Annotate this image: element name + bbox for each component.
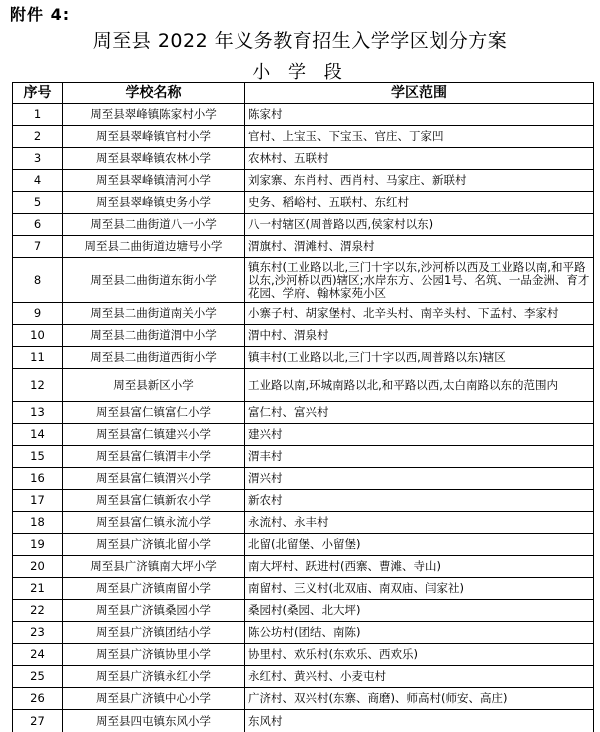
row-district-area: 镇东村(工业路以北,三门十字以东,沙河桥以西及工业路以南,和平路以东,沙河桥以西)辖区;水岸东方、公园1号、名筑、一品金洲、育才花园、学府、翰林家苑小区 bbox=[245, 258, 594, 303]
table-row bbox=[13, 534, 594, 556]
row-number: 20 bbox=[13, 556, 63, 578]
row-number: 1 bbox=[13, 104, 63, 126]
row-district-area: 刘家寨、东肖村、西肖村、马家庄、新联村 bbox=[245, 170, 594, 192]
row-number: 10 bbox=[13, 325, 63, 347]
row-school-name: 周至县富仁镇新农小学 bbox=[63, 490, 245, 512]
row-school-name: 周至县富仁镇建兴小学 bbox=[63, 424, 245, 446]
row-district-area: 陈公坊村(团结、南陈) bbox=[245, 622, 594, 644]
row-school-name: 周至县广济镇中心小学 bbox=[63, 688, 245, 710]
row-district-area: 东风村 bbox=[245, 710, 594, 732]
row-number: 4 bbox=[13, 170, 63, 192]
row-number: 25 bbox=[13, 666, 63, 688]
table-row bbox=[13, 446, 594, 468]
row-school-name: 周至县广济镇协里小学 bbox=[63, 644, 245, 666]
row-school-name: 周至县富仁镇渭丰小学 bbox=[63, 446, 245, 468]
row-school-name: 周至县二曲街道八一小学 bbox=[63, 214, 245, 236]
row-school-name: 周至县二曲街道边塘号小学 bbox=[63, 236, 245, 258]
table-row bbox=[13, 126, 594, 148]
table-row bbox=[13, 556, 594, 578]
row-number: 26 bbox=[13, 688, 63, 710]
table-row bbox=[13, 512, 594, 534]
row-school-name: 周至县翠峰镇史务小学 bbox=[63, 192, 245, 214]
table-row bbox=[13, 347, 594, 369]
row-number: 27 bbox=[13, 710, 63, 732]
row-school-name: 周至县广济镇永红小学 bbox=[63, 666, 245, 688]
table-row bbox=[13, 688, 594, 710]
row-district-area: 史务、稻峪村、五联村、东红村 bbox=[245, 192, 594, 214]
row-number: 11 bbox=[13, 347, 63, 369]
table-row bbox=[13, 369, 594, 402]
row-school-name: 周至县二曲街道东街小学 bbox=[63, 258, 245, 303]
row-district-area: 陈家村 bbox=[245, 104, 594, 126]
row-district-area: 渭中村、渭泉村 bbox=[245, 325, 594, 347]
row-district-area: 建兴村 bbox=[245, 424, 594, 446]
row-district-area: 广济村、双兴村(东寨、商磨)、师高村(师安、高庄) bbox=[245, 688, 594, 710]
table-row bbox=[13, 214, 594, 236]
district-table bbox=[12, 82, 594, 732]
row-school-name: 周至县广济镇南大坪小学 bbox=[63, 556, 245, 578]
row-district-area: 桑园村(桑园、北大坪) bbox=[245, 600, 594, 622]
row-number: 5 bbox=[13, 192, 63, 214]
table-row bbox=[13, 578, 594, 600]
table-row bbox=[13, 236, 594, 258]
row-district-area: 农林村、五联村 bbox=[245, 148, 594, 170]
row-school-name: 周至县广济镇南留小学 bbox=[63, 578, 245, 600]
row-district-area: 南大坪村、跃进村(西寨、曹滩、寺山) bbox=[245, 556, 594, 578]
row-number: 16 bbox=[13, 468, 63, 490]
table-row bbox=[13, 303, 594, 325]
row-district-area: 富仁村、富兴村 bbox=[245, 402, 594, 424]
row-number: 17 bbox=[13, 490, 63, 512]
row-district-area: 镇丰村(工业路以北,三门十字以西,周普路以东)辖区 bbox=[245, 347, 594, 369]
row-school-name: 周至县四屯镇东风小学 bbox=[63, 710, 245, 732]
row-district-area: 小寨子村、胡家堡村、北辛头村、南辛头村、下孟村、李家村 bbox=[245, 303, 594, 325]
row-number: 3 bbox=[13, 148, 63, 170]
row-school-name: 周至县二曲街道渭中小学 bbox=[63, 325, 245, 347]
row-district-area: 永红村、黄兴村、小麦屯村 bbox=[245, 666, 594, 688]
table-row bbox=[13, 104, 594, 126]
table-row bbox=[13, 644, 594, 666]
row-district-area: 八一村辖区(周普路以西,侯家村以东) bbox=[245, 214, 594, 236]
table-body bbox=[13, 104, 594, 732]
row-number: 23 bbox=[13, 622, 63, 644]
row-district-area: 官村、上宝玉、下宝玉、官庄、丁家凹 bbox=[245, 126, 594, 148]
row-number: 19 bbox=[13, 534, 63, 556]
row-district-area: 渭丰村 bbox=[245, 446, 594, 468]
row-district-area: 协里村、欢乐村(东欢乐、西欢乐) bbox=[245, 644, 594, 666]
row-school-name: 周至县翠峰镇清河小学 bbox=[63, 170, 245, 192]
row-school-name: 周至县翠峰镇官村小学 bbox=[63, 126, 245, 148]
table-row bbox=[13, 600, 594, 622]
table-row bbox=[13, 402, 594, 424]
row-district-area: 渭兴村 bbox=[245, 468, 594, 490]
row-district-area: 南留村、三义村(北双庙、南双庙、闫家社) bbox=[245, 578, 594, 600]
table-row bbox=[13, 325, 594, 347]
row-school-name: 周至县广济镇桑园小学 bbox=[63, 600, 245, 622]
document-title: 周至县 2022 年义务教育招生入学学区划分方案 bbox=[0, 26, 600, 53]
table-row bbox=[13, 666, 594, 688]
table-row bbox=[13, 468, 594, 490]
row-district-area: 渭旗村、渭滩村、渭泉村 bbox=[245, 236, 594, 258]
header-school: 学校名称 bbox=[63, 83, 245, 104]
row-number: 2 bbox=[13, 126, 63, 148]
row-school-name: 周至县富仁镇永流小学 bbox=[63, 512, 245, 534]
row-number: 7 bbox=[13, 236, 63, 258]
header-no: 序号 bbox=[13, 83, 63, 104]
table-row bbox=[13, 170, 594, 192]
row-number: 14 bbox=[13, 424, 63, 446]
row-school-name: 周至县翠峰镇陈家村小学 bbox=[63, 104, 245, 126]
row-district-area: 永流村、永丰村 bbox=[245, 512, 594, 534]
table-row bbox=[13, 148, 594, 170]
table-row bbox=[13, 192, 594, 214]
header-area: 学区范围 bbox=[245, 83, 594, 104]
row-number: 21 bbox=[13, 578, 63, 600]
row-school-name: 周至县二曲街道西街小学 bbox=[63, 347, 245, 369]
row-number: 15 bbox=[13, 446, 63, 468]
table-row bbox=[13, 424, 594, 446]
row-number: 6 bbox=[13, 214, 63, 236]
row-number: 18 bbox=[13, 512, 63, 534]
row-school-name: 周至县广济镇北留小学 bbox=[63, 534, 245, 556]
table-row bbox=[13, 710, 594, 732]
table-row bbox=[13, 490, 594, 512]
row-school-name: 周至县二曲街道南关小学 bbox=[63, 303, 245, 325]
row-district-area: 工业路以南,环城南路以北,和平路以西,太白南路以东的范围内 bbox=[245, 369, 594, 402]
row-number: 24 bbox=[13, 644, 63, 666]
table-row bbox=[13, 622, 594, 644]
row-school-name: 周至县翠峰镇农林小学 bbox=[63, 148, 245, 170]
row-school-name: 周至县富仁镇渭兴小学 bbox=[63, 468, 245, 490]
row-number: 8 bbox=[13, 258, 63, 303]
section-heading: 小 学 段 bbox=[0, 58, 600, 84]
row-district-area: 北留(北留堡、小留堡) bbox=[245, 534, 594, 556]
row-number: 12 bbox=[13, 369, 63, 402]
row-number: 13 bbox=[13, 402, 63, 424]
row-school-name: 周至县富仁镇富仁小学 bbox=[63, 402, 245, 424]
row-school-name: 周至县广济镇团结小学 bbox=[63, 622, 245, 644]
attachment-label: 附件 4: bbox=[10, 2, 70, 25]
row-district-area: 新农村 bbox=[245, 490, 594, 512]
table-row bbox=[13, 258, 594, 303]
row-school-name: 周至县新区小学 bbox=[63, 369, 245, 402]
table-header-row bbox=[13, 83, 594, 104]
row-number: 22 bbox=[13, 600, 63, 622]
row-number: 9 bbox=[13, 303, 63, 325]
